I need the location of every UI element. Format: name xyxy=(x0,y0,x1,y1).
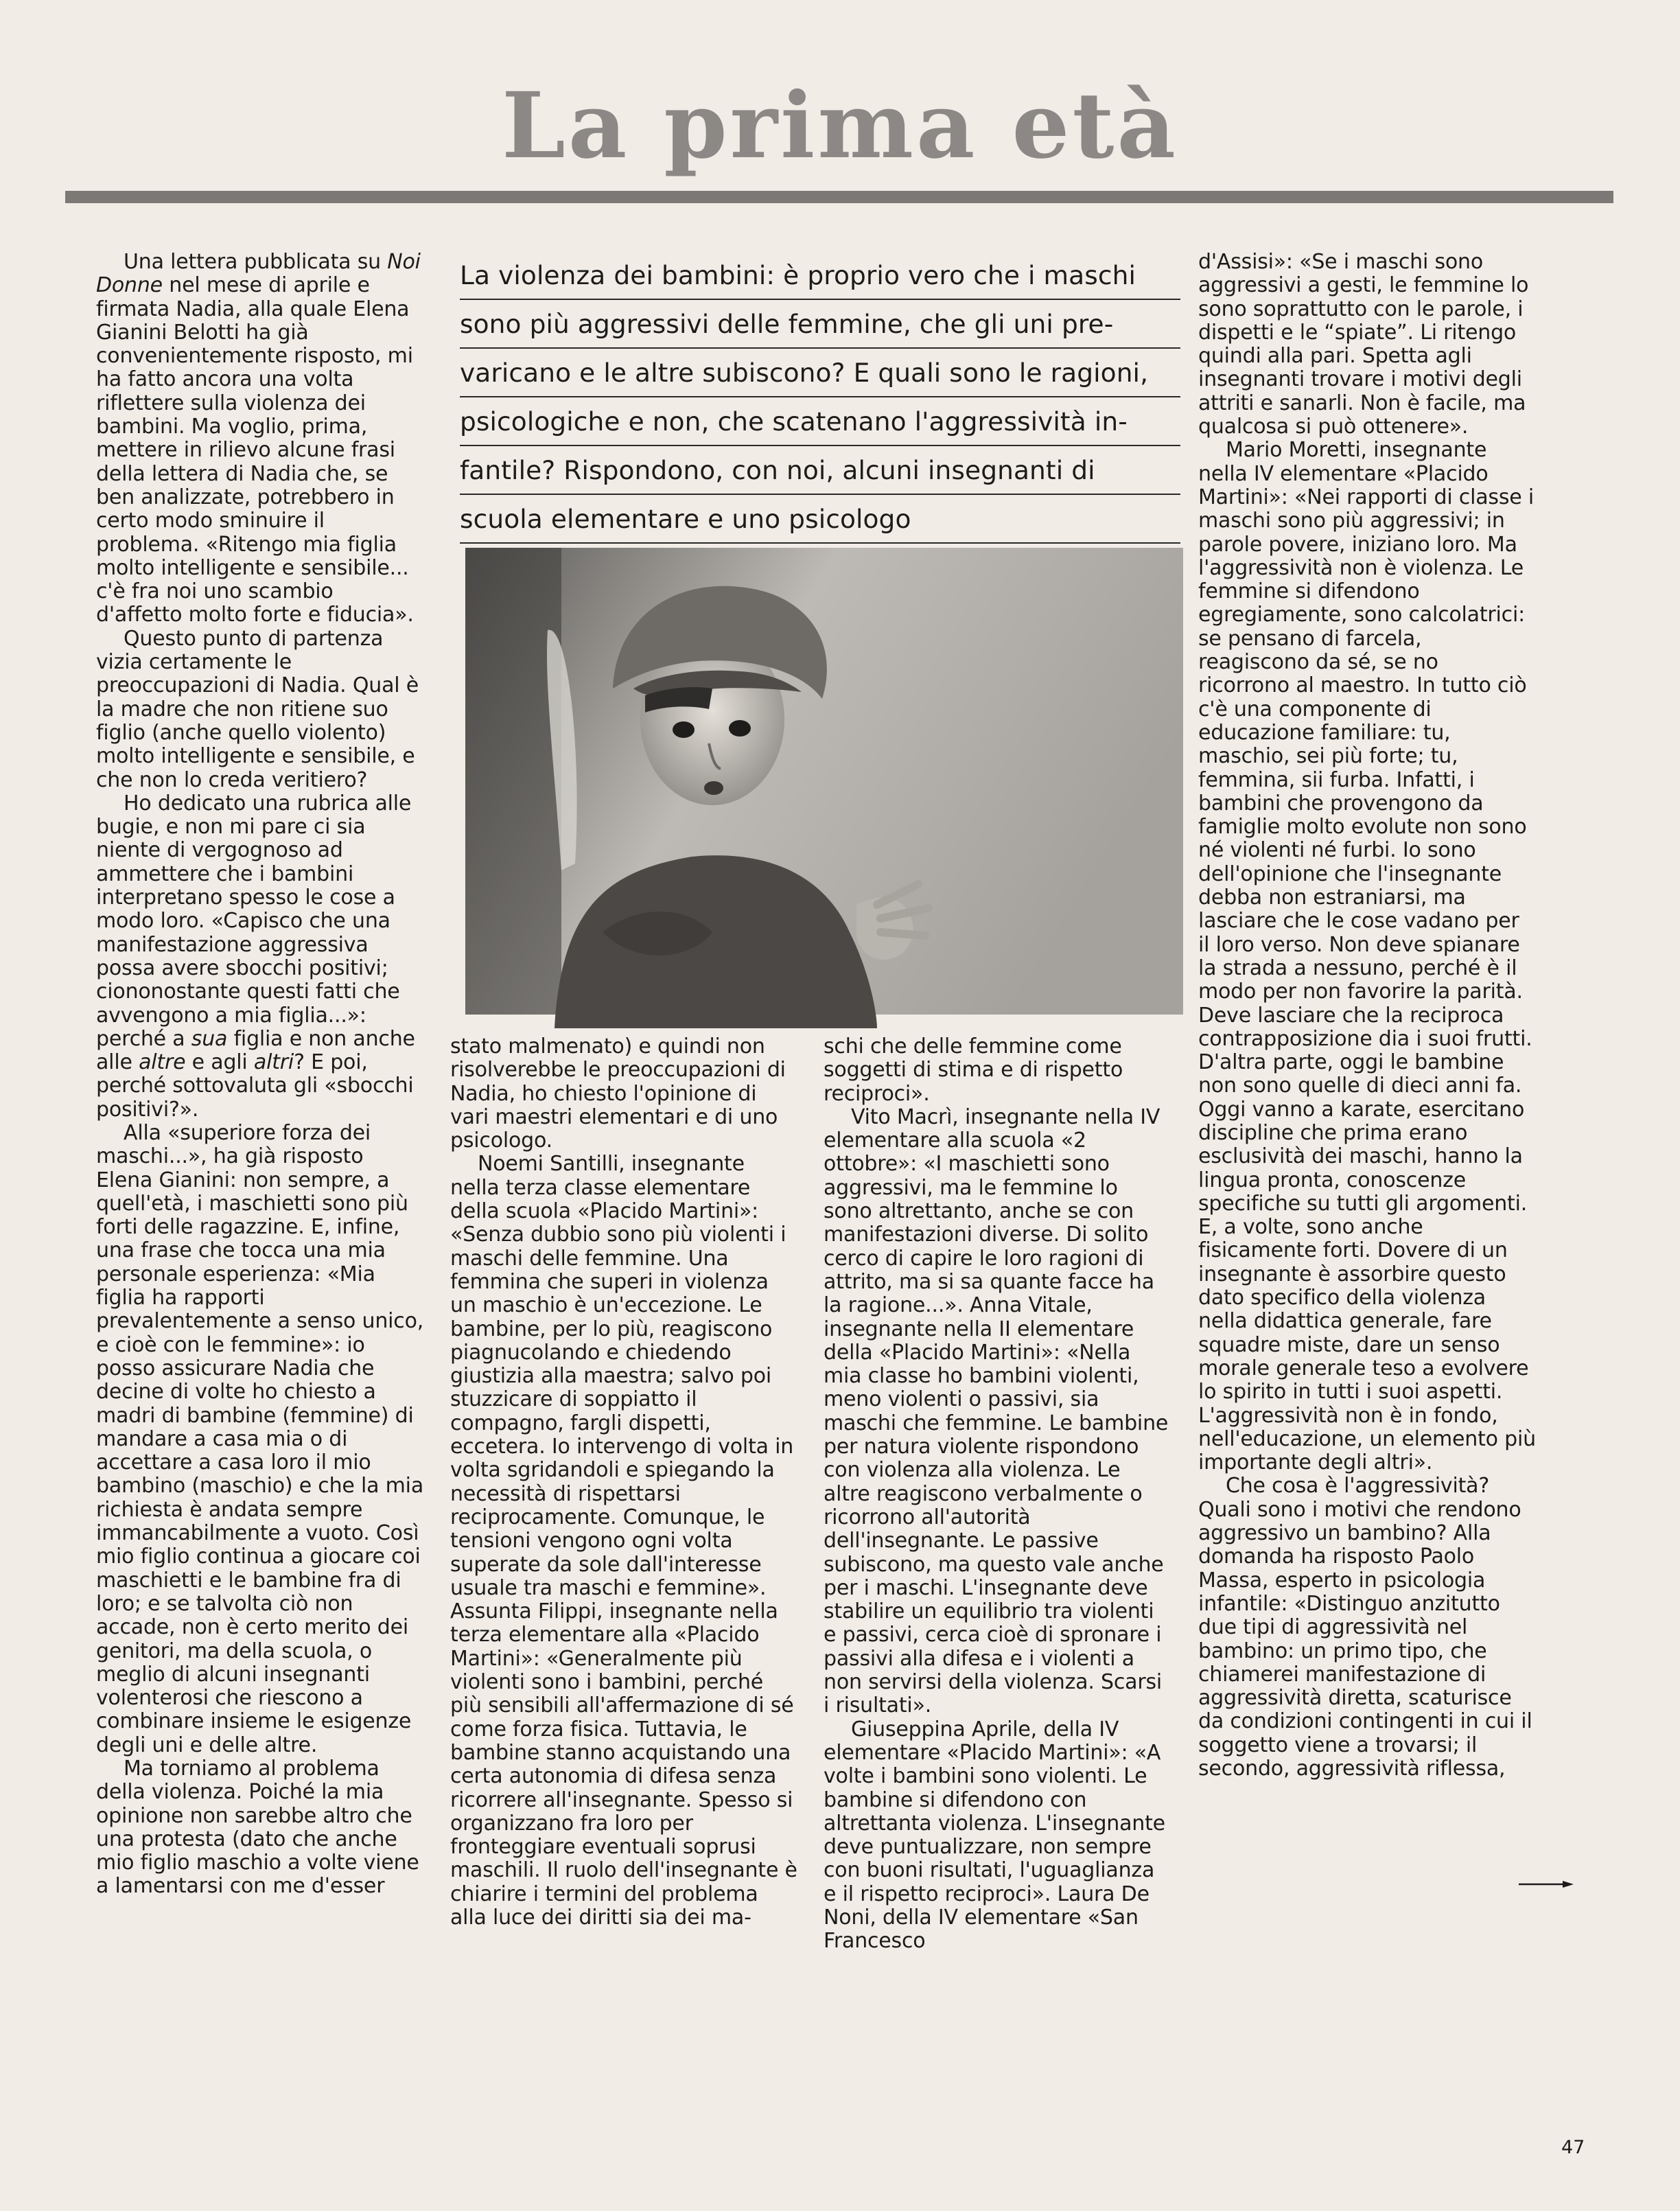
paragraph xyxy=(96,251,424,627)
italic-text: Noi Donne xyxy=(96,250,421,298)
title-rule xyxy=(65,191,1613,203)
child-photo xyxy=(465,548,1183,1015)
italic-text: altri xyxy=(253,1050,294,1075)
text-run: e agli xyxy=(185,1050,254,1075)
standfirst-line: fantile? Rispondono, con noi, alcuni insegnanti di xyxy=(460,446,1180,495)
paragraph: Questo punto di partenza vizia certamente le preoccupazioni di Nadia. Qual è la madre che non ritiene suo figlio (anche quello violento) molto intelligente e sensibile, e che non lo creda veritiero? xyxy=(96,626,419,792)
standfirst-line: sono più aggressivi delle femmine, che gli uni pre- xyxy=(460,300,1180,349)
text-run: figlia e non anche alle xyxy=(96,1026,415,1075)
text-run: ? E poi, perché sottovaluta gli «sbocchi positivi?». xyxy=(96,1050,414,1122)
paragraph: stato malmenato) e quindi non risolverebbe le preoccupazioni di Nadia, ho chiesto l'opinione di vari maestri elementari e di uno psicologo. xyxy=(450,1034,786,1153)
paragraph: d'Assisi»: «Se i maschi sono aggressivi a gesti, le femmine lo sono soprattutto con le parole, i dispetti e le “spiate”. Li ritengo quindi alla pari. Spetta agli insegnanti trovare i motivi degli attriti e sanarli. Non è facile, ma qualcosa si può ottenere». xyxy=(1198,250,1529,439)
paragraph: schi che delle femmine come soggetti di stima e di rispetto reciproci». xyxy=(824,1034,1123,1106)
article-column-1 xyxy=(96,250,424,1899)
paragraph: Giuseppina Aprile, della IV elementare «Placido Martini»: «A volte i bambini sono violenti. Le bambine si difendono con altrettanta violenza. L'insegnante deve puntualizzare, non sempre con buoni risultati, l'uguaglianza e il rispetto reciproci». Laura De Noni, della IV elementare «San Francesco xyxy=(824,1717,1165,1954)
italic-text: sua xyxy=(191,1026,228,1051)
article-column-3 xyxy=(824,1034,1171,1954)
standfirst xyxy=(460,251,1180,544)
standfirst-line: psicologiche e non, che scatenano l'aggressività in- xyxy=(460,397,1180,446)
italic-text: altre xyxy=(139,1050,186,1075)
standfirst-line: scuola elementare e uno psicologo xyxy=(460,495,1180,544)
paragraph: Alla «superiore forza dei maschi...», ha già risposto Elena Gianini: non sempre, a quell'età, i maschietti sono più forti delle ragazzine. E, infine, una frase che tocca una mia personale esperienza: «Mia figlia ha rapporti prevalentemente a senso unico, e cioè con le femmine»: io posso assicurare Nadia che decine di volte ho chiesto a madri di bambine (femmine) di mandare a casa mia o di accettare a casa loro il mio bambino (maschio) e che la mia richiesta è andata sempre immancabilmente a vuoto. Così mio figlio continua a giocare coi maschietti e le bambine fra di loro; e se talvolta ciò non accade, non è certo merito dei genitori, ma della scuola, o meglio di alcuni insegnanti volenterosi che riescono a combinare insieme le esigenze degli uni e delle altre. xyxy=(96,1120,424,1757)
paragraph: Noemi Santilli, insegnante nella terza classe elementare della scuola «Placido Martini»: «Senza dubbio sono più violenti i maschi delle femmine. Una femmina che superi in violenza un maschio è un'eccezione. Le bambine, per lo più, reagiscono piagnucolando e chiedendo giustizia alla maestra; salvo poi stuzzicare di soppiatto il compagno, fargli dispetti, eccetera. Io intervengo di volta in volta sgridandoli e spiegando la necessità di rispettarsi reciprocamente. Comunque, le tensioni vengono ogni volta superate da sole dall'interesse usuale tra maschi e femmine». Assunta Filippi, insegnante nella terza elementare alla «Placido Martini»: «Generalmente più violenti sono i bambini, perché più sensibili all'affermazione di sé come forza fisica. Tuttavia, le bambine stanno acquistando una certa autonomia di difesa senza ricorrere all'insegnante. Spesso si organizzano fra loro per fronteggiare eventuali soprusi maschili. Il ruolo dell'insegnante è chiarire i termini del problema alla luce dei diritti sia dei ma- xyxy=(450,1152,797,1930)
paragraph xyxy=(96,792,424,1122)
paragraph: Che cosa è l'aggressività? Quali sono i motivi che rendono aggressivo un bambino? Alla domanda ha risposto Paolo Massa, esperto in psicologia infantile: «Distinguo anzitutto due tipi di aggressività nel bambino: un primo tipo, che chiamerei manifestazione di aggressività diretta, scaturisce da condizioni contingenti in cui il soggetto viene a trovarsi; il secondo, aggressività riflessa, xyxy=(1198,1474,1532,1781)
paragraph: Ma torniamo al problema della violenza. Poiché la mia opinione non sarebbe altro che una protesta (dato che anche mio figlio maschio a volte viene a lamentarsi con me d'esser xyxy=(96,1757,419,1899)
text-run: Una lettera pubblicata su xyxy=(124,250,388,274)
paragraph: Vito Macrì, insegnante nella IV elementare alla scuola «2 ottobre»: «I maschietti sono aggressivi, ma le femmine lo sono altrettanto, anche se con manifestazioni diverse. Di solito cerco di capire le loro ragioni di attrito, ma si sa quante facce ha la ragione...». Anna Vitale, insegnante nella II elementare della «Placido Martini»: «Nella mia classe ho bambini violenti, meno violenti o passivi, sia maschi che femmine. Le bambine per natura violente rispondono con violenza alla violenza. Le altre reagiscono verbalmente o ricorrono all'autorità dell'insegnante. Le passive subiscono, ma questo vale anche per i maschi. L'insegnante deve stabilire un equilibrio tra violenti e passivi, cerca cioè di spronare i passivi alla difesa e i violenti a non servirsi della violenza. Scarsi i risultati». xyxy=(824,1104,1169,1718)
arrow-right-icon xyxy=(1519,1880,1574,1888)
child-photo-illustration xyxy=(465,548,1183,1015)
text-run: Ho dedicato una rubrica alle bugie, e non mi pare ci sia niente di vergognoso ad ammettere che i bambini interpretano spesso le cose a modo loro. «Capisco che una manifestazione aggressiva possa avere sbocchi positivi; ciononostante questi fatti che avvengono a mia figlia...»: perché a xyxy=(96,791,412,1051)
standfirst-line: varicano e le altre subiscono? E quali sono le ragioni, xyxy=(460,349,1180,397)
page-title: La prima età xyxy=(502,73,1178,179)
article-column-4 xyxy=(1198,251,1536,1860)
standfirst-line: La violenza dei bambini: è proprio vero che i maschi xyxy=(460,251,1180,300)
paragraph: Mario Moretti, insegnante nella IV elementare «Placido Martini»: «Nei rapporti di classe i maschi sono più aggressivi; in parole povere, iniziano loro. Ma l'aggressività non è violenza. Le femmine si difendono egregiamente, sono calcolatrici: se pensano di farcela, reagiscono da sé, se no ricorrono al maestro. In tutto ciò c'è una componente di educazione familiare: tu, maschio, sei più forte; tu, femmina, sii furba. Infatti, i bambini che provengono da famiglie molto evolute non sono né violenti né furbi. Io sono dell'opinione che l'insegnante debba non estraniarsi, ma lasciare che le cose vadano per il loro verso. Non deve spianare la strada a nessuno, perché è il modo per non favorire la parità. Deve lasciare che la reciproca contrapposizione dia i suoi frutti. D'altra parte, oggi le bambine non sono quelle di dieci anni fa. Oggi vanno a karate, esercitano discipline che prima erano esclusività dei maschi, hanno la lingua pronta, conoscenze specifiche su tutti gli argomenti. E, a volte, sono anche fisicamente forti. Dovere di un insegnante è assorbire questo dato specifico della violenza nella didattica generale, fare squadre miste, dare un senso morale generale teso a evolvere lo spirito in tutti i suoi aspetti. L'aggressività non è in fondo, nell'educazione, un elemento più importante degli altri». xyxy=(1198,438,1536,1475)
text-run: nel mese di aprile e firmata Nadia, alla quale Elena Gianini Belotti ha già convenientemente risposto, mi ha fatto ancora una volta riflettere sulla violenza dei bambini. Ma voglio, prima, mettere in rilievo alcune frasi della lettera di Nadia che, se ben analizzate, potrebbero in certo modo sminuire il problema. «Ritengo mia figlia molto intelligente e sensibile... c'è fra noi uno scambio d'affetto molto forte e fiducia». xyxy=(96,273,414,627)
article-column-2 xyxy=(450,1034,797,1930)
page-number: 47 xyxy=(1561,2137,1585,2158)
